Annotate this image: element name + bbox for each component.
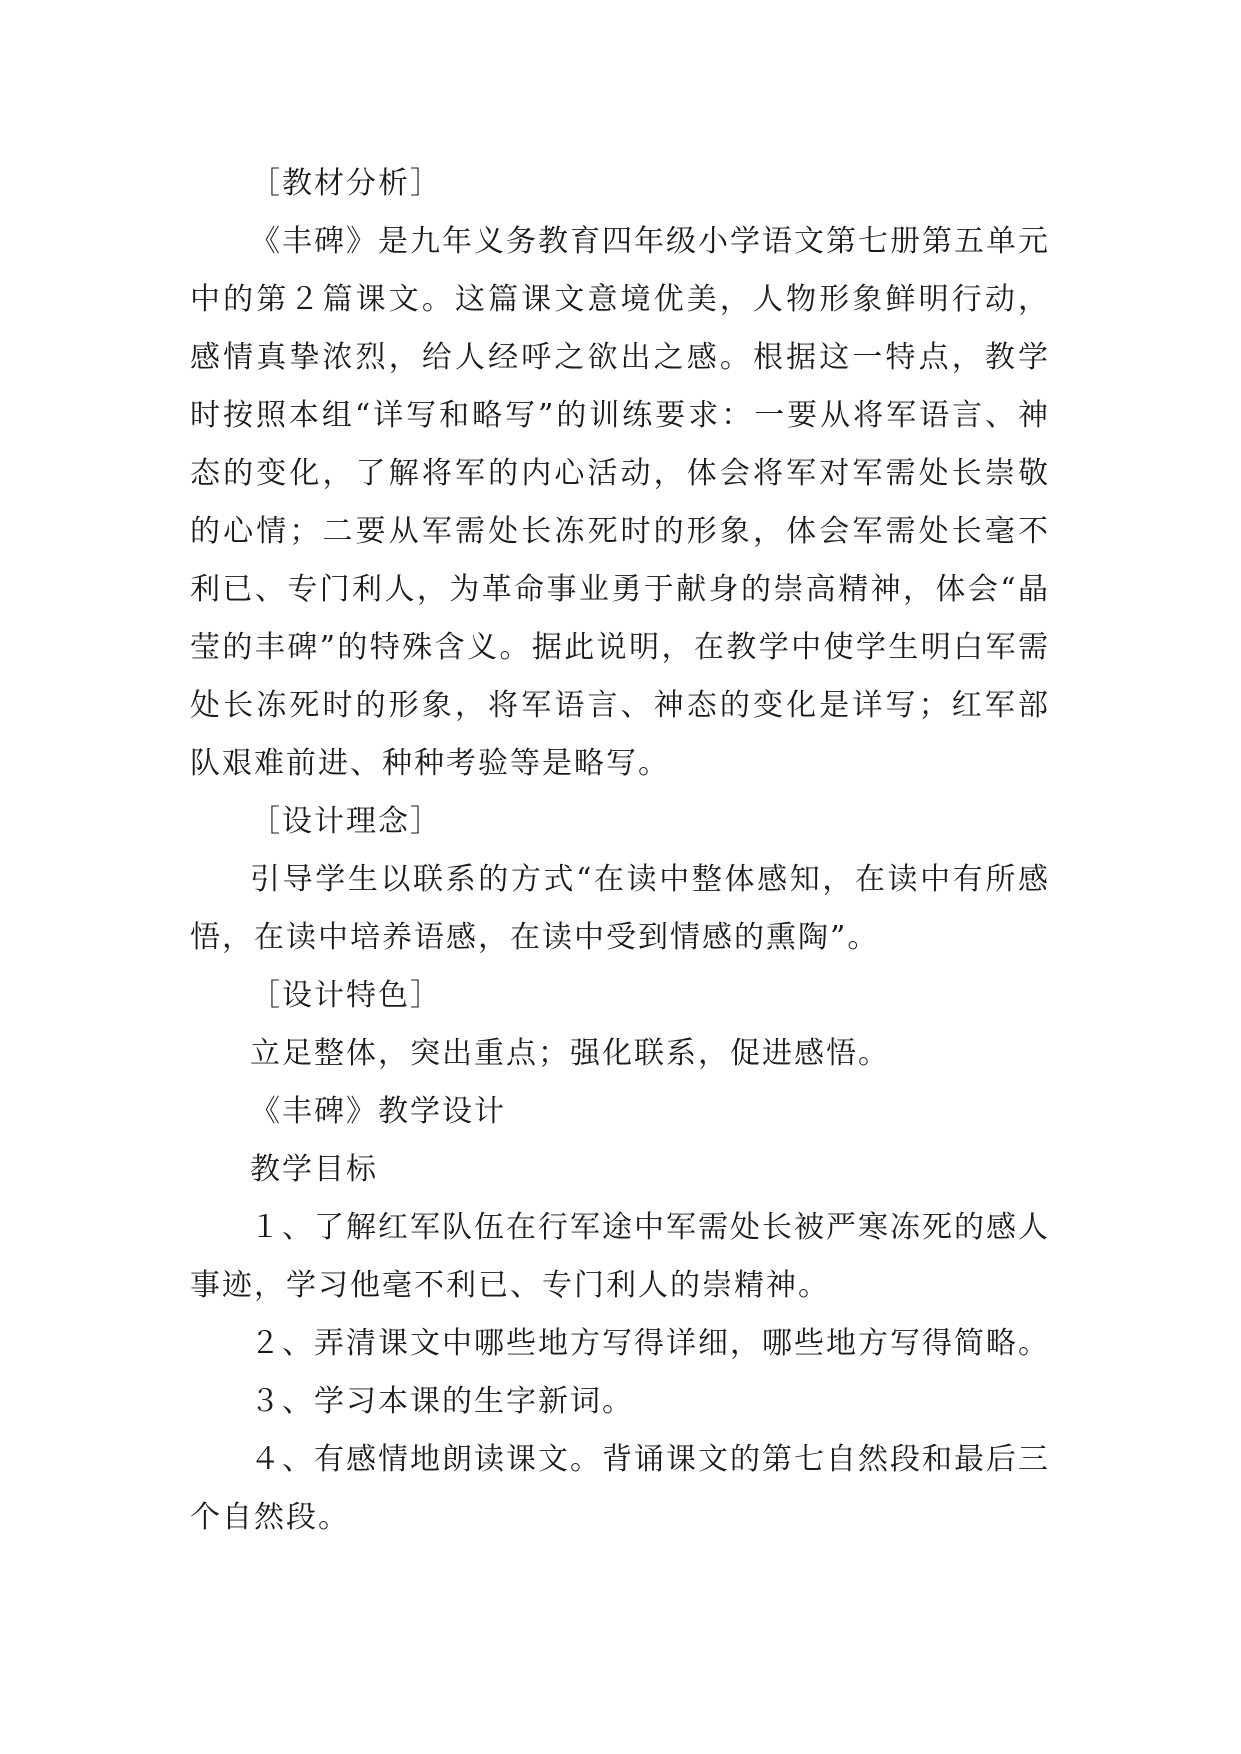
goal-item-3: ３、学习本课的生字新词。 [250, 1384, 634, 1419]
section-heading-teaching-design: 《丰碑》教学设计 [250, 1094, 506, 1129]
goal-item-4: ４、有感情地朗读课文。背诵课文的第七自然段和最后三个自然段。 [190, 1442, 1050, 1535]
section-heading-textbook-analysis: ［教材分析］ [250, 166, 442, 201]
paragraph-textbook-analysis: 《丰碑》是九年义务教育四年级小学语文第七册第五单元中的第２篇课文。这篇课文意境优美，人物形象鲜明行动，感情真挚浓烈，给人经呼之欲出之感。根据这一特点，教学时按照本组“详写和略写”的训练要求：一要从将军语言、神态的变化，了解将军的内心活动，体会将军对军需处长崇敬的心情；二要从军需处长冻死时的形象，体会军需处长毫不利已、专门利人，为革命事业勇于献身的崇高精神，体会“晶莹的丰碑”的特殊含义。据此说明，在教学中使学生明白军需处长冻死时的形象，将军语言、神态的变化是详写；红军部队艰难前进、种种考验等是略写。 [190, 224, 1050, 781]
paragraph-design-concept: 引导学生以联系的方式“在读中整体感知，在读中有所感悟，在读中培养语感，在读中受到情感的熏陶”。 [190, 862, 1050, 955]
section-heading-design-concept: ［设计理念］ [250, 804, 442, 839]
document-body [190, 155, 1050, 1547]
goal-item-2: ２、弄清课文中哪些地方写得详细，哪些地方写得简略。 [250, 1326, 1050, 1361]
paragraph-design-features: 立足整体，突出重点；强化联系，促进感悟。 [250, 1036, 890, 1071]
section-heading-teaching-goals: 教学目标 [250, 1152, 378, 1187]
goal-item-1: １、了解红军队伍在行军途中军需处长被严寒冻死的感人事迹，学习他毫不利已、专门利人的崇精神。 [190, 1210, 1050, 1303]
section-heading-design-features: ［设计特色］ [250, 978, 442, 1013]
